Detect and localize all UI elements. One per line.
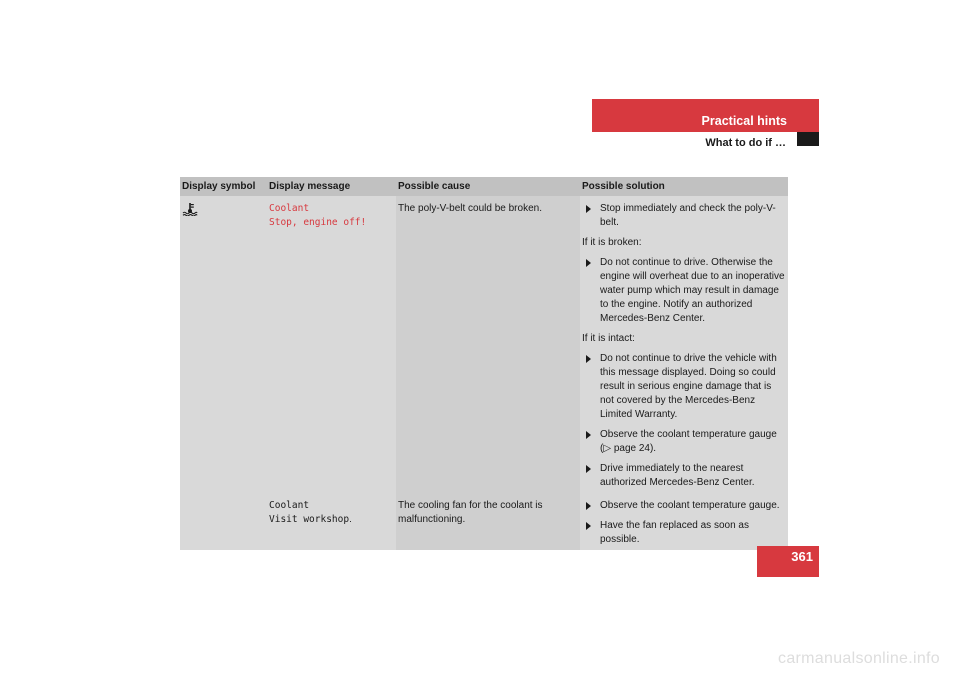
page-number-box [757,546,819,577]
column-header: Possible solution [580,177,788,196]
page-reference[interactable]: page 24). [611,443,657,454]
display-message-cell [267,196,396,493]
page-subtitle: What to do if … [705,137,786,149]
section-title: Practical hints [701,114,787,128]
watermark: carmanualsonline.info [778,650,940,667]
table-header-row [180,177,788,196]
section-title-bar [592,99,819,132]
possible-cause-cell: The poly-V-belt could be broken. [396,196,580,493]
column-header: Display message [267,177,396,196]
triangle-bullet-icon [586,355,591,363]
display-messages-table [180,177,788,550]
triangle-bullet-icon [586,259,591,267]
possible-solution-cell [580,196,788,493]
column-header: Display symbol [180,177,267,196]
solution-condition: If it is intact: [582,333,635,344]
solution-step: Have the fan replaced as soon as possible. [582,519,786,547]
page-reference-arrow-icon: ▷ [603,443,612,454]
solution-step: Observe the coolant temperature gauge. [582,499,786,513]
triangle-bullet-icon [586,431,591,439]
solution-step: Do not continue to drive. Otherwise the engine will overheat due to an inoperative water pump which may result in damage to the engine. Notify an authorized Mercedes-Benz Center. [582,256,786,326]
solution-step: Do not continue to drive the vehicle with this message displayed. Doing so could result in serious engine damage that is not covered by the Mercedes-Benz Limited Warranty. [582,352,786,422]
message-line: Coolant [269,500,310,511]
message-line: Stop, engine off! [269,217,367,228]
solution-step: Drive immediately to the nearest authorized Mercedes-Benz Center. [582,462,786,490]
triangle-bullet-icon [586,465,591,473]
triangle-bullet-icon [586,522,591,530]
triangle-bullet-icon [586,502,591,510]
header-corner-block [797,132,819,146]
column-header: Possible cause [396,177,580,196]
solution-step: Stop immediately and check the poly-V-belt. [582,202,786,230]
message-line: Visit workshop. [269,514,352,525]
possible-cause-cell: The cooling fan for the coolant is malfunctioning. [396,493,580,550]
solution-step: Observe the coolant temperature gauge (▷ page 24). [582,428,786,456]
coolant-temperature-icon [182,202,198,221]
table-row [180,196,788,493]
display-message-cell [267,493,396,550]
message-line: Coolant [269,203,310,214]
display-symbol-cell [180,196,267,550]
triangle-bullet-icon [586,205,591,213]
solution-condition: If it is broken: [582,237,642,248]
possible-solution-cell [580,493,788,550]
table-row [180,493,788,550]
page-number: 361 [791,549,813,564]
